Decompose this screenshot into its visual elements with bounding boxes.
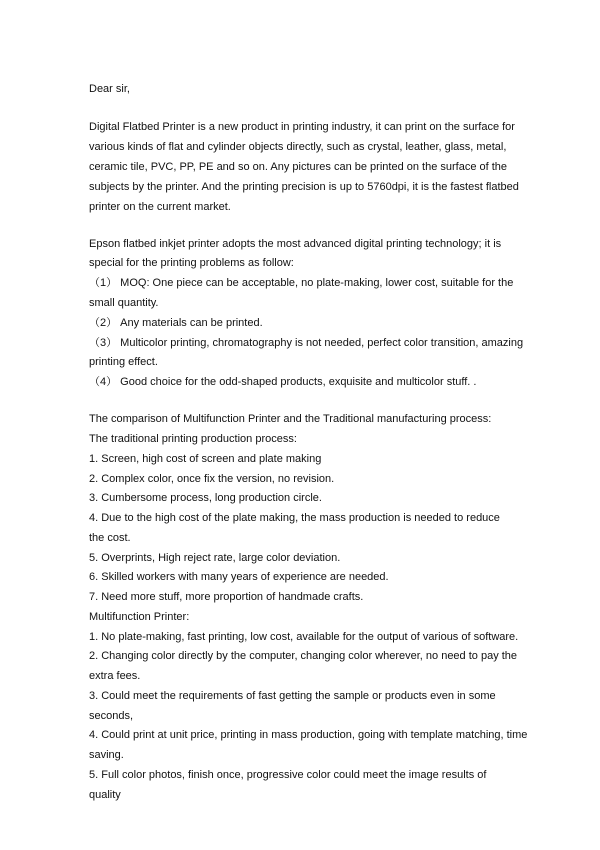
intro-line: various kinds of flat and cylinder objects directly, such as crystal, leather, glass, metal,	[89, 141, 507, 153]
multifunction-item-continuation: seconds,	[89, 710, 134, 722]
traditional-item: 2. Complex color, once fix the version, no revision.	[89, 473, 335, 485]
traditional-item: 6. Skilled workers with many years of experience are needed.	[89, 571, 389, 583]
multifunction-item: 1. No plate-making, fast printing, low cost, available for the output of various of software.	[89, 631, 519, 643]
multifunction-item: 5. Full color photos, finish once, progressive color could meet the image results of	[89, 769, 487, 781]
multifunction-item-continuation: saving.	[89, 749, 124, 761]
traditional-item: 5. Overprints, High reject rate, large color deviation.	[89, 552, 341, 564]
feature-item: （4） Good choice for the odd-shaped products, exquisite and multicolor stuff. .	[89, 376, 477, 388]
feature-item: （2） Any materials can be printed.	[89, 317, 263, 329]
intro-line: ceramic tile, PVC, PP, PE and so on. Any pictures can be printed on the surface of the	[89, 161, 508, 173]
multifunction-item-continuation: quality	[89, 789, 121, 801]
multifunction-item: 4. Could print at unit price, printing in mass production, going with template matching, time	[89, 729, 528, 741]
traditional-item: 4. Due to the high cost of the plate making, the mass production is needed to reduce	[89, 512, 500, 524]
intro-line: printer on the current market.	[89, 201, 231, 213]
traditional-item: 7. Need more stuff, more proportion of handmade crafts.	[89, 591, 364, 603]
feature-item-continuation: small quantity.	[89, 297, 159, 309]
traditional-item-continuation: the cost.	[89, 532, 131, 544]
intro-line: Digital Flatbed Printer is a new product in printing industry, it can print on the surface for	[89, 121, 515, 133]
traditional-subheading: The traditional printing production process:	[89, 433, 297, 445]
feature-item: （3） Multicolor printing, chromatography is not needed, perfect color transition, amazing	[89, 337, 524, 349]
multifunction-item: 2. Changing color directly by the computer, changing color wherever, no need to pay the	[89, 650, 518, 662]
multifunction-item: 3. Could meet the requirements of fast getting the sample or products even in some	[89, 690, 496, 702]
greeting: Dear sir,	[89, 83, 130, 95]
traditional-item: 3. Cumbersome process, long production circle.	[89, 492, 322, 504]
comparison-heading: The comparison of Multifunction Printer and the Traditional manufacturing process:	[89, 413, 492, 425]
intro-line: subjects by the printer. And the printing precision is up to 5760dpi, it is the fastest flatbed	[89, 181, 519, 193]
traditional-item: 1. Screen, high cost of screen and plate making	[89, 453, 322, 465]
epson-paragraph-line: special for the printing problems as follow:	[89, 257, 294, 269]
feature-item: （1） MOQ: One piece can be acceptable, no plate-making, lower cost, suitable for the	[89, 277, 514, 289]
epson-paragraph-line: Epson flatbed inkjet printer adopts the most advanced digital printing technology; it is	[89, 238, 502, 250]
multifunction-subheading: Multifunction Printer:	[89, 611, 190, 623]
feature-item-continuation: printing effect.	[89, 356, 158, 368]
multifunction-item-continuation: extra fees.	[89, 670, 141, 682]
